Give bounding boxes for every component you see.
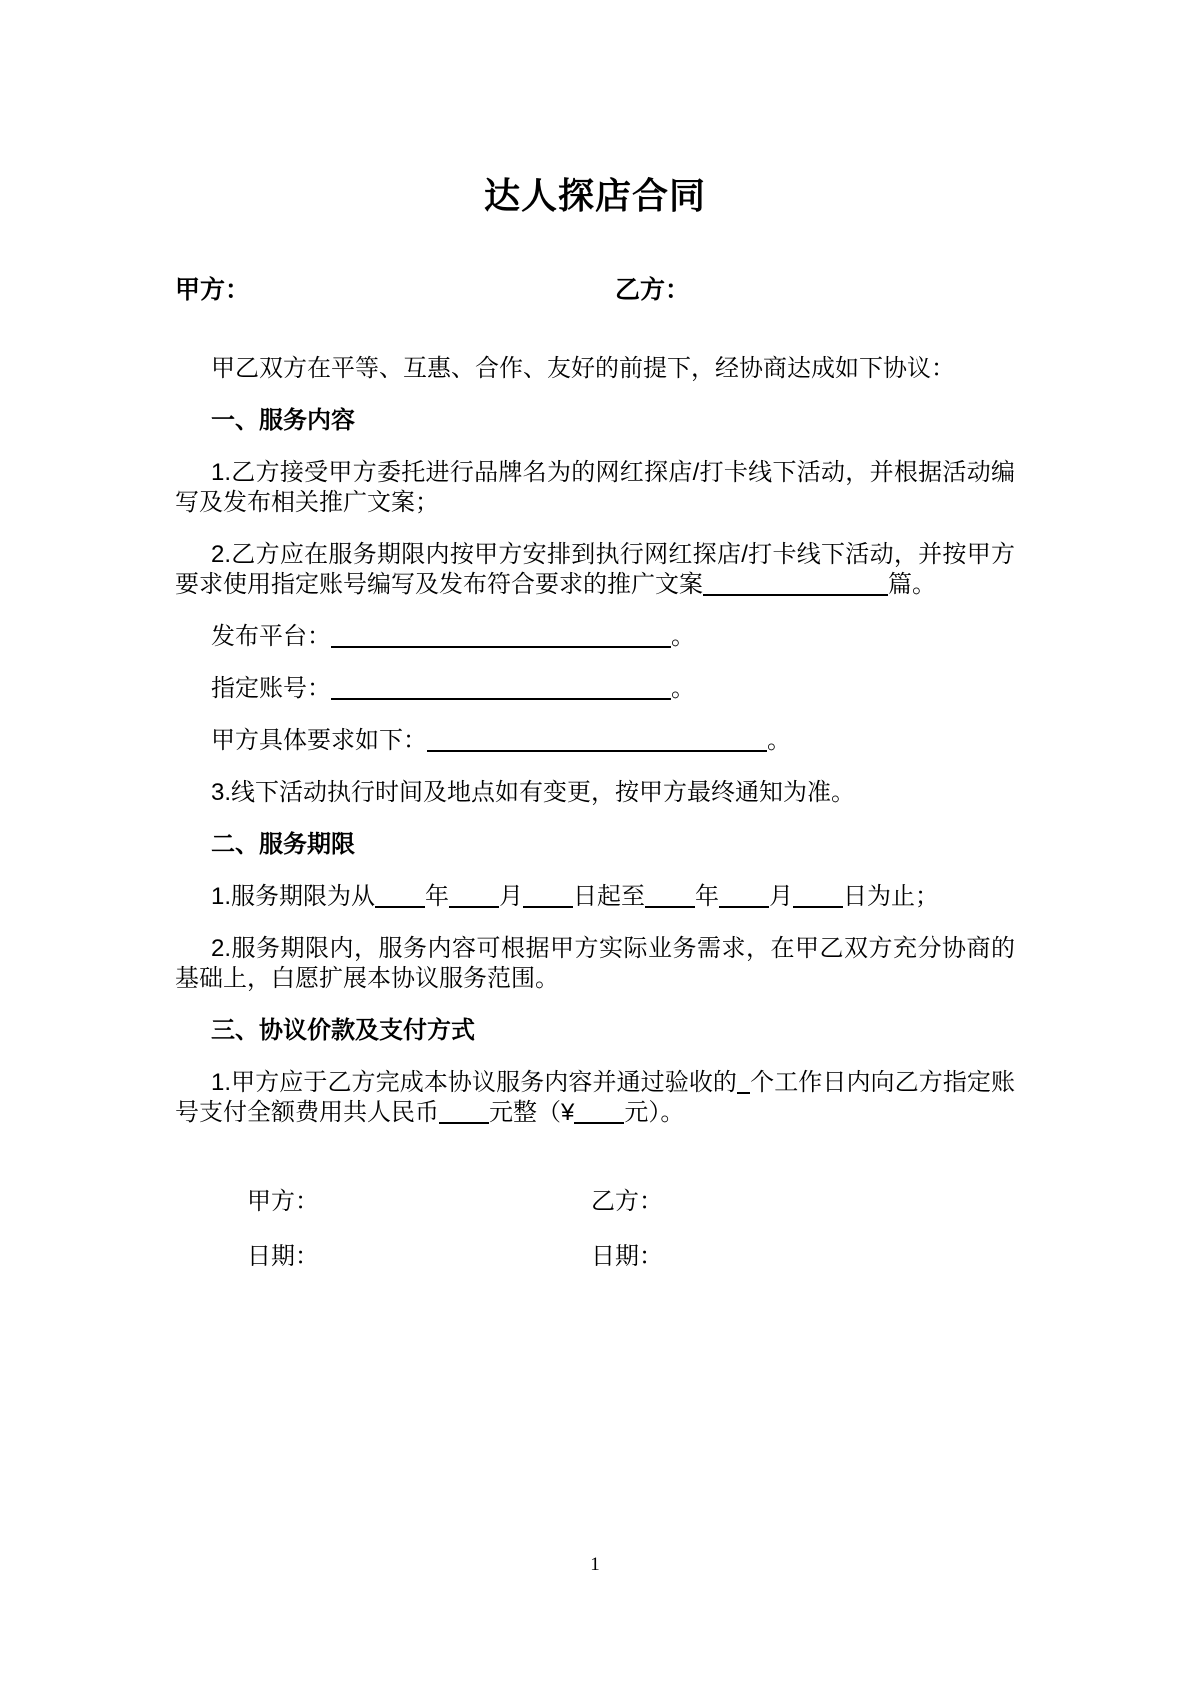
clause-2-1-seg0: 1.服务期限为从 (211, 883, 376, 910)
clause-1-2-suffix: 篇。 (888, 571, 936, 598)
clause-2-1-seg3: 日起至 (573, 883, 646, 910)
platform-line (175, 622, 1015, 652)
page-number: 1 (590, 1554, 600, 1575)
clause-2-2: 2.服务期限内，服务内容可根据甲方实际业务需求，在甲乙双方充分协商的基础上，白愿扩展本协议服务范围。 (175, 935, 1015, 992)
signature-dates-row (175, 1242, 1015, 1272)
clause-3-1-seg1: 个工作日内向乙方指定账号支付全额费用共人民币 (175, 1069, 1016, 1126)
signature-party-b: 乙方： (591, 1188, 663, 1215)
clause-3-1-seg0: 1.甲方应于乙方完成本协议服务内容并通过验收的 (211, 1069, 738, 1096)
blank-start-year (375, 906, 425, 908)
requirements-label: 甲方具体要求如下： (211, 727, 427, 754)
clause-1-2-text: 2.乙方应在服务期限内按甲方安排到执行网红探店/打卡线下活动，并按甲方要求使用指定账号编写及发布符合要求的推广文案 (175, 541, 1015, 598)
blank-requirements (427, 750, 767, 752)
blank-platform (331, 646, 671, 648)
clause-2-1-seg2: 月 (499, 883, 524, 910)
signature-parties-row (175, 1187, 1015, 1217)
party-b-label: 乙方： (615, 276, 691, 304)
section-1-heading: 一、服务内容 (211, 407, 355, 434)
blank-start-day (523, 906, 573, 908)
blank-working-days (737, 1092, 750, 1094)
clause-1-2 (175, 540, 1015, 600)
blank-end-day (793, 906, 843, 908)
clause-2-1-seg1: 年 (425, 883, 450, 910)
clause-2-1-seg4: 年 (695, 883, 720, 910)
platform-line-period: 。 (671, 623, 695, 650)
clause-2-1 (175, 882, 1015, 912)
account-line-period: 。 (671, 675, 695, 702)
clause-2-1-seg5: 月 (769, 883, 794, 910)
blank-end-month (719, 906, 769, 908)
blank-start-month (449, 906, 499, 908)
blank-end-year (645, 906, 695, 908)
parties-header (175, 274, 1015, 306)
clause-3-1-seg3: 元）。 (624, 1099, 685, 1126)
clause-3-1 (175, 1068, 1015, 1128)
platform-label: 发布平台： (211, 623, 331, 650)
account-line (175, 674, 1015, 704)
blank-amount-figure (574, 1122, 624, 1124)
section-3-heading: 三、协议价款及支付方式 (211, 1017, 475, 1044)
signature-date-b: 日期： (591, 1243, 663, 1270)
section-2-heading: 二、服务期限 (211, 831, 355, 858)
clause-3-1-seg2: 元整（¥ (489, 1099, 575, 1126)
signature-date-a: 日期： (247, 1243, 319, 1270)
account-label: 指定账号： (211, 675, 331, 702)
signature-party-a: 甲方： (247, 1188, 319, 1215)
blank-article-count (703, 594, 888, 596)
clause-1-1: 1.乙方接受甲方委托进行品牌名为的网红探店/打卡线下活动，并根据活动编写及发布相关推广文案； (175, 459, 1015, 516)
blank-amount-cny (439, 1122, 489, 1124)
party-a-label: 甲方： (175, 276, 251, 304)
requirements-line-period: 。 (767, 727, 791, 754)
document-title: 达人探店合同 (483, 175, 706, 216)
intro-paragraph: 甲乙双方在平等、互惠、合作、友好的前提下，经协商达成如下协议： (211, 355, 955, 382)
requirements-line (175, 726, 1015, 756)
clause-1-3: 3.线下活动执行时间及地点如有变更，按甲方最终通知为准。 (211, 779, 856, 806)
blank-account (331, 698, 671, 700)
clause-2-1-seg6: 日为止； (843, 883, 940, 910)
signature-block (175, 1187, 1015, 1272)
